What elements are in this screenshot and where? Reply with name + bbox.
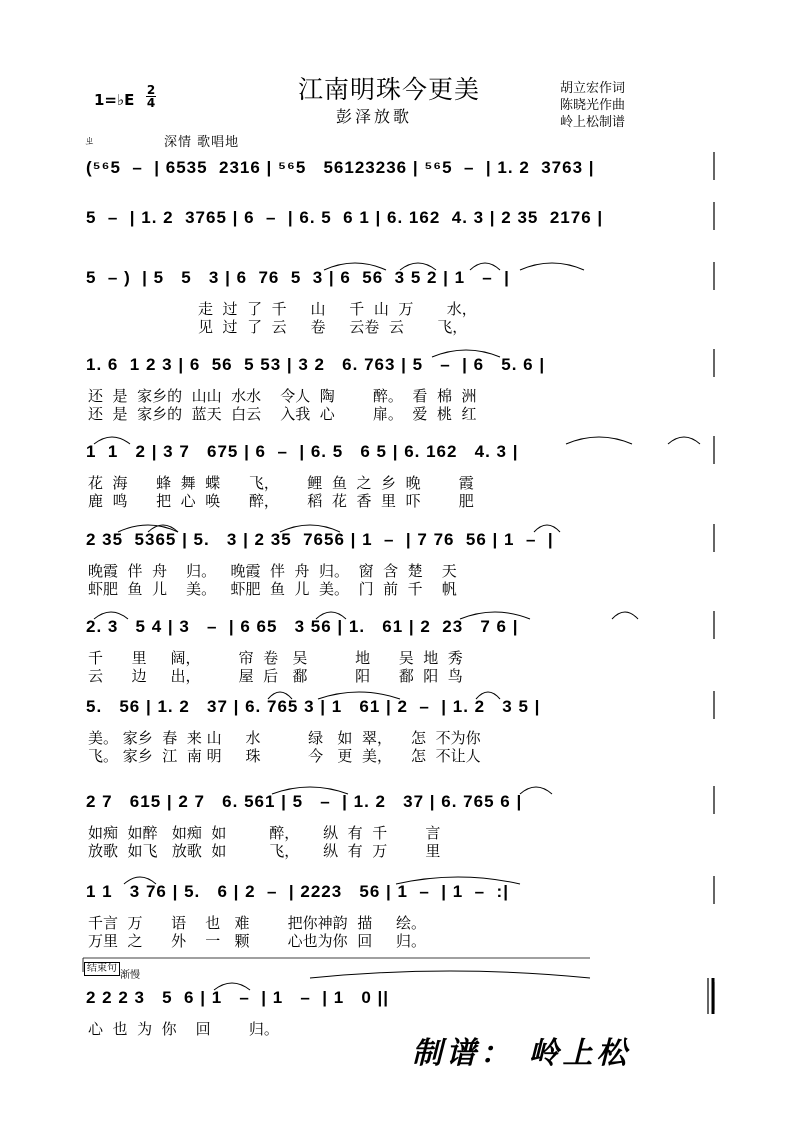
key-signature: 1=♭E [94,91,135,109]
meter-top: 2 [146,83,156,97]
meter-bottom: 4 [146,96,156,110]
lyric-line: 走 过 了 千 山 千 山 万 水， [198,300,477,318]
notation-row: (⁵⁶5 – | 6535 2316 | ⁵⁶5 56123236 | ⁵⁶5 – | 1. 2 3763 | [86,158,595,177]
lyric-line: 还 是 家乡的 山山 水水 令人 陶 醉。 看 棉 洲 [88,387,477,405]
slur-arc [94,437,130,444]
slur-arc [268,692,292,699]
tempo-marking: 深情 歌唱地 [164,135,240,150]
lyric-line: 如痴 如醉 如痴 如 醉， 纵 有 千 言 [88,824,441,842]
slur-arc [432,350,500,357]
notation-row: 1 1 3 76 | 5. 6 | 2 – | 2223 56 | 1 – | 1 – :| [86,882,509,901]
slur-arc [310,971,590,978]
slur-arc [668,437,700,444]
notation-row: 5 – | 1. 2 3765 | 6 – | 6. 5 6 1 | 6. 162 4. 3 | 2 35 2176 | [86,208,604,227]
notation-row: 2 2 2 3 5 6 | 1 – | 1 – | 1 0 || [86,988,390,1007]
notation-row: 1 1 2 | 3 7 675 | 6 – | 6. 5 6 5 | 6. 162 4. 3 | [86,442,519,461]
slur-arc [272,787,348,794]
lyric-line: 晚霞 伴 舟 归。 晚霞 伴 舟 归。 窗 含 楚 天 [88,562,457,580]
lyric-line: 千 里 阔， 帘 卷 吴 地 吴 地 秀 [88,649,463,667]
notation-row: 5 – ) | 5 5 3 | 6 76 5 3 | 6 56 3 5 2 | 1 – | [86,268,510,287]
lyric-line: 放歌 如飞 放歌 如 飞， 纵 有 万 里 [88,842,441,860]
lyric-line: 美。 家乡 春 来 山 水 绿 如 翠， 怎 不为你 [88,729,481,747]
lyric-line: 飞。 家乡 江 南 明 珠 今 更 美， 怎 不让人 [88,747,481,765]
ending-label: 结束句 [84,962,120,976]
page-subtitle: 彭泽放歌 [336,107,413,126]
lyric-line: 还 是 家乡的 蓝天 白云 入我 心 扉。 爱 桃 红 [88,405,477,423]
lyric-line: 花 海 蜂 舞 蝶 飞， 鲤 鱼 之 乡 晚 霞 [88,474,474,492]
slur-arc [612,612,638,619]
segno-icon: ㄓ [84,134,95,147]
engraver-signature: 制谱： 岭上松 [412,1036,631,1071]
notation-row: 2 35 5365 | 5. 3 | 2 35 7656 | 1 – | 7 76 56 | 1 – | [86,530,554,549]
slur-arc [396,877,520,884]
lyric-line: 见 过 了 云 卷 云卷 云 飞， [198,318,468,336]
engraver-credit: 岭上松制谱 [560,115,626,130]
slur-arc [460,612,530,619]
slur-arc [476,692,500,699]
lyricist-credit: 胡立宏作词 [560,81,626,96]
slur-arc [534,525,560,532]
slur-arc [470,263,500,270]
lyric-line: 心 也 为 你 回 归。 [88,1020,279,1038]
notation-row: 2. 3 5 4 | 3 – | 6 65 3 56 | 1. 61 | 2 23 7 6 | [86,617,519,636]
notation-row: 1. 6 1 2 3 | 6 56 5 53 | 3 2 6. 763 | 5 – | 6 5. 6 | [86,355,546,374]
lyric-line: 万里 之 外 一 颗 心也为你 回 归。 [88,932,427,950]
lyric-line: 鹿 鸣 把 心 唤 醉， 稻 花 香 里 吓 肥 [88,492,474,510]
slur-arc [124,877,156,884]
composer-credit: 陈晓光作曲 [560,98,626,113]
slur-arc [94,612,128,619]
slur-arc [318,692,400,699]
lyric-line: 虾肥 鱼 儿 美。 虾肥 鱼 儿 美。 门 前 千 帆 [88,580,457,598]
lyric-line: 云 边 出， 屋 后 鄱 阳 鄱 阳 鸟 [88,667,463,685]
slur-arc [324,263,386,270]
lyric-line: 千言 万 语 也 难 把你神韵 描 绘。 [88,914,427,932]
slur-arc [214,983,250,990]
slowing-mark: 渐慢 [120,970,140,981]
notation-row: 5. 56 | 1. 2 37 | 6. 765 3 | 1 61 | 2 – | 1. 2 3 5 | [86,697,541,716]
notation-row: 2 7 615 | 2 7 6. 561 | 5 – | 1. 2 37 | 6. 765 6 | [86,792,523,811]
slur-arc [280,525,340,532]
slur-arc [400,263,436,270]
slur-arc [148,525,178,532]
page-title: 江南明珠今更美 [298,75,481,104]
slur-arc [316,612,346,619]
slur-arc [520,787,552,794]
slur-arc [566,437,632,444]
slur-arc [520,263,584,270]
